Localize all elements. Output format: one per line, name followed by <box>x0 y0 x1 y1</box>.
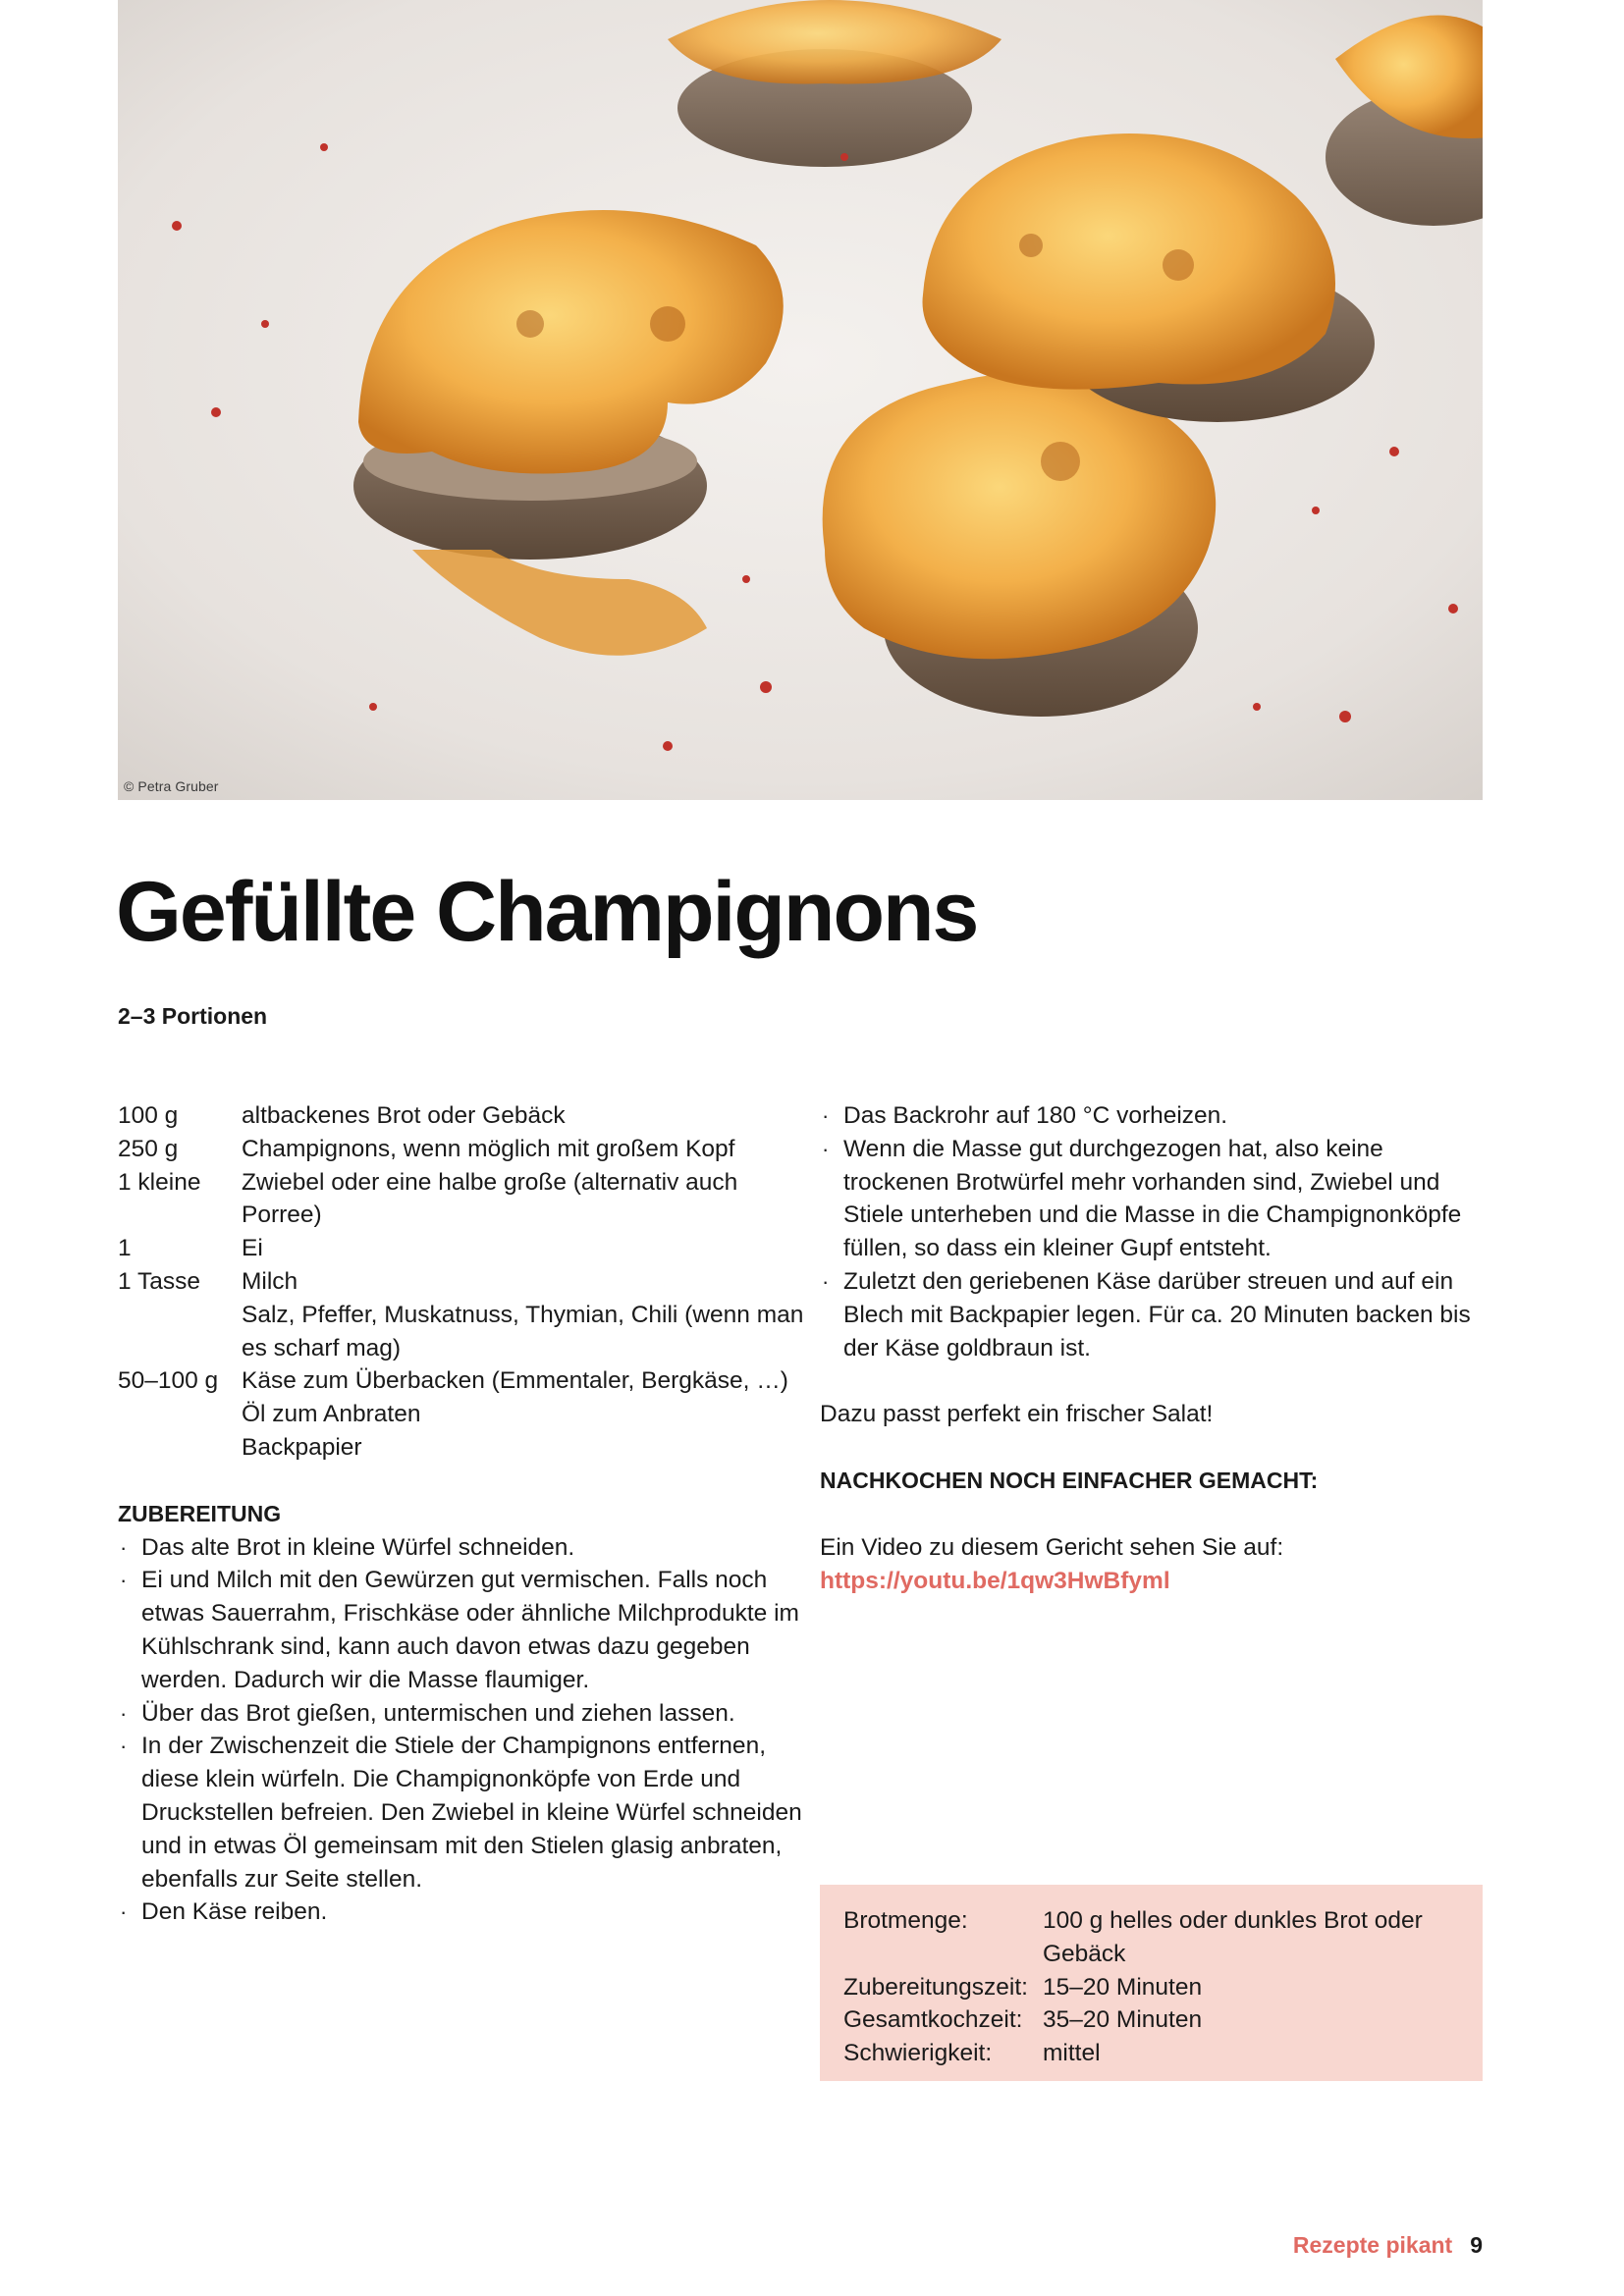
video-link[interactable]: https://youtu.be/1qw3HwBfyml <box>820 1567 1170 1594</box>
info-label: Zubereitungszeit: <box>843 1973 1028 2001</box>
photo-credit: © Petra Gruber <box>124 778 219 794</box>
info-value: 15–20 Minuten <box>1043 1973 1203 2001</box>
ingredient-text: Salz, Pfeffer, Muskatnuss, Thymian, Chili (wenn man es scharf mag) <box>242 1301 804 1362</box>
bullet-icon: · <box>822 1136 830 1161</box>
ingredient-row <box>118 1364 805 1398</box>
ingredient-qty: 50–100 g <box>118 1367 219 1395</box>
video-intro: Ein Video zu diesem Gericht sehen Sie auf: <box>820 1533 1284 1561</box>
bullet-icon: · <box>120 1734 128 1759</box>
ingredient-text: Backpapier <box>242 1433 362 1461</box>
portions: 2–3 Portionen <box>118 1003 268 1029</box>
ingredient-text: Champignons, wenn möglich mit großem Kopf <box>242 1135 735 1162</box>
step-text: Das Backrohr auf 180 °C vorheizen. <box>843 1102 1228 1129</box>
ingredient-row <box>118 1299 805 1365</box>
step-item <box>118 1564 805 1696</box>
ingredient-qty: 250 g <box>118 1135 179 1162</box>
ingredient-text: Ei <box>242 1235 263 1262</box>
ingredient-qty <box>118 1398 242 1431</box>
step-text: Ei und Milch mit den Gewürzen gut vermischen. Falls noch etwas Sauerrahm, Frischkäse oder ähnliche Milchprodukte im Kühlschrank sind, kann auch davon etwas dazu gegeben werden. Dadurch wir die Masse flaumiger. <box>141 1567 799 1693</box>
recipe-info-box <box>820 1885 1483 2081</box>
preparation-steps-continued <box>820 1099 1483 1364</box>
preparation-heading: ZUBEREITUNG <box>118 1500 282 1526</box>
page-footer <box>1293 2232 1483 2259</box>
step-item <box>820 1099 1483 1133</box>
step-text: In der Zwischenzeit die Stiele der Champignons entfernen, diese klein würfeln. Die Champignonköpfe von Erde und Druckstellen befreien. Den Zwiebel in kleine Würfel schneiden und in etwas Öl gemeinsam mit den Stielen glasig anbraten, ebenfalls zur Seite stellen. <box>141 1733 802 1893</box>
info-row <box>843 2003 1459 2037</box>
bullet-icon: · <box>120 1899 128 1925</box>
ingredient-row <box>118 1166 805 1233</box>
step-item <box>118 1896 805 1929</box>
step-item <box>118 1697 805 1731</box>
recipe-title: Gefüllte Champignons <box>116 865 978 959</box>
preparation-steps <box>118 1531 805 1930</box>
step-text: Über das Brot gießen, untermischen und ziehen lassen. <box>141 1699 735 1727</box>
ingredient-qty <box>118 1299 242 1365</box>
info-label: Brotmenge: <box>843 1907 968 1934</box>
page-number: 9 <box>1470 2232 1483 2258</box>
step-item <box>820 1265 1483 1364</box>
step-text: Zuletzt den geriebenen Käse darüber streuen und auf ein Blech mit Backpapier legen. Für ca. 20 Minuten backen bis der Käse goldbraun ist. <box>843 1267 1471 1362</box>
ingredient-qty <box>118 1431 242 1465</box>
info-value: 100 g helles oder dunkles Brot oder Gebäck <box>1043 1907 1423 1967</box>
ingredient-row <box>118 1431 805 1465</box>
left-column <box>118 1099 805 1929</box>
step-text: Wenn die Masse gut durchgezogen hat, also keine trockenen Brotwürfel mehr vorhanden sind, Zwiebel und Stiele unterheben und die Masse in die Champignonköpfe füllen, so dass ein kleiner Gupf entsteht. <box>843 1135 1462 1262</box>
bullet-icon: · <box>822 1103 830 1128</box>
step-item <box>118 1730 805 1896</box>
stuffed-mushrooms-illustration <box>118 0 1483 800</box>
ingredient-list <box>118 1099 805 1465</box>
bullet-icon: · <box>120 1568 128 1593</box>
right-column <box>820 1099 1483 1598</box>
ingredient-qty: 1 Tasse <box>118 1267 200 1295</box>
ingredient-text: Milch <box>242 1267 298 1295</box>
ingredient-row <box>118 1265 805 1299</box>
ingredient-text: altbackenes Brot oder Gebäck <box>242 1102 566 1129</box>
ingredient-text: Öl zum Anbraten <box>242 1401 421 1428</box>
bullet-icon: · <box>120 1534 128 1560</box>
serving-tip: Dazu passt perfekt ein frischer Salat! <box>820 1401 1214 1428</box>
ingredient-qty: 100 g <box>118 1102 179 1129</box>
bullet-icon: · <box>822 1268 830 1294</box>
ingredient-row <box>118 1133 805 1166</box>
ingredient-row <box>118 1398 805 1431</box>
ingredient-text: Käse zum Überbacken (Emmentaler, Bergkäse, …) <box>242 1367 788 1395</box>
info-label: Gesamtkochzeit: <box>843 2006 1023 2034</box>
recipe-photo <box>118 0 1483 800</box>
info-value: mittel <box>1043 2040 1101 2067</box>
video-text <box>820 1531 1483 1598</box>
video-heading: NACHKOCHEN NOCH EINFACHER GEMACHT: <box>820 1468 1319 1494</box>
bullet-icon: · <box>120 1700 128 1726</box>
step-text: Den Käse reiben. <box>141 1898 328 1926</box>
step-item <box>118 1531 805 1565</box>
ingredient-text: Zwiebel oder eine halbe große (alternativ auch Porree) <box>242 1168 738 1229</box>
info-row <box>843 1971 1459 2004</box>
ingredient-row <box>118 1232 805 1265</box>
info-value: 35–20 Minuten <box>1043 2006 1203 2034</box>
step-item <box>820 1133 1483 1265</box>
ingredient-qty: 1 <box>118 1235 132 1262</box>
ingredient-qty: 1 kleine <box>118 1168 201 1196</box>
info-label: Schwierigkeit: <box>843 2040 993 2067</box>
section-name: Rezepte pikant <box>1292 2232 1453 2258</box>
step-text: Das alte Brot in kleine Würfel schneiden. <box>141 1533 575 1561</box>
info-row <box>843 2037 1459 2070</box>
ingredient-row <box>118 1099 805 1133</box>
info-row <box>843 1904 1459 1971</box>
